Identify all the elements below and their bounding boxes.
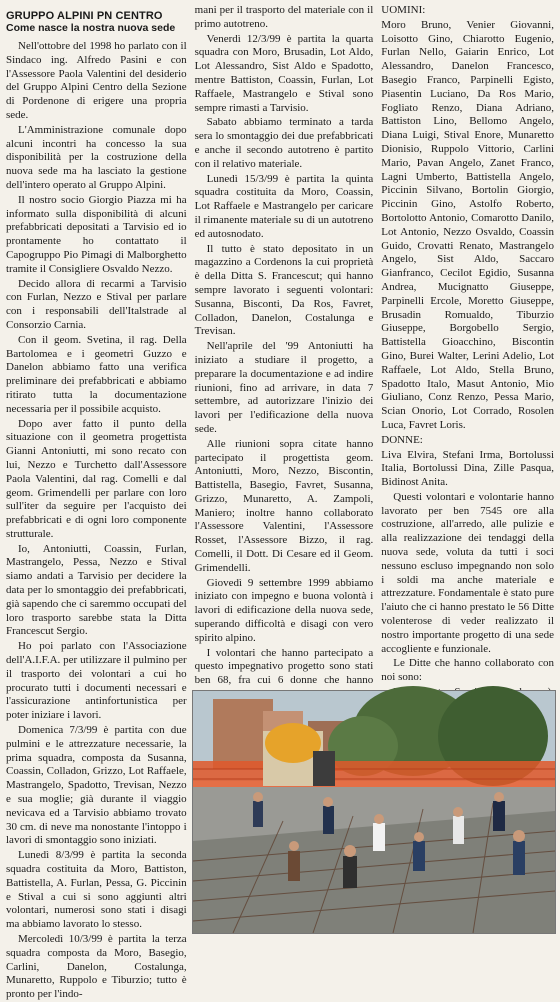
- subheadline: Come nasce la nostra nuova sede: [6, 22, 176, 34]
- women-list: Liva Elvira, Stefani Irma, Bortolussi Italia, Bortolussi Dina, Zille Pasqua, Bidinost Anita.: [381, 448, 554, 489]
- paragraph: Mercoledì 10/3/99 è partita la terza squadra composta da Moro, Basegio, Carlini, Danelon, Costalunga, Munaretto, Ruppolo e Tiburzio; tutto è pronto per l'indo-: [6, 933, 187, 1001]
- headline: GRUPPO ALPINI PN CENTRO: [6, 10, 163, 22]
- paragraph: Il tutto è stato depositato in un magazzino a Cordenons la cui proprietà è della Ditta S. Francescut; qui hanno sempre lavorato i seguenti volontari: Susanna, Bisconti, Da Ros, Favret, Colladon, Danelon, Costalunga e Trevisan.: [194, 242, 374, 338]
- paragraph: Venerdì 12/3/99 è partita la quarta squadra con Moro, Brusadin, Lot Aldo, Lot Alessandro, Sist Aldo e Spadotto, mentre Battiston, Coassin, Furlan, Lot Raffaele, Mastrangelo e Stival sono sempre rimasti a Tarvisio.: [194, 32, 374, 114]
- column-1: [6, 4, 187, 1001]
- paragraph: Le Ditte che hanno collaborato con noi sono:: [381, 657, 554, 684]
- paragraph: Ho poi parlato con l'Associazione dell'A.I.F.A. per utilizzare il pulmino per il trasporto dei volontari a cui ho procurato tutti i documenti necessari e l'assicurazione antinfortunistica per poter iniziare i lavori.: [6, 640, 187, 722]
- paragraph: Nell'aprile del '99 Antoniutti ha iniziato a studiare il progetto, a preparare la documentazione e ad indire riunioni, fino ad arrivare, in data 7 settembre, ad autorizzare l'inizio dei lavori per l'edificazione della nuova sede.: [194, 340, 374, 435]
- paragraph: Sabato abbiamo terminato a tarda sera lo smontaggio dei due prefabbricati e anche il secondo autotreno è partito con il relativo materiale.: [194, 116, 374, 170]
- men-list: Moro Bruno, Venier Giovanni, Loisotto Gino, Chiarotto Eugenio, Furlan Nello, Gaiarin Enrico, Lot Alessandro, Danelon Francesco, Basegio Franco, Parpinelli Egisto, Piasentin Luciano, Da Ros Mario, Fogliato Renzo, Diana Adriano, Battiston Lino, Bellomo Angelo, Diana Luigi, Stival Enore, Munaretto Dionisio, Ruppolo Vittorio, Carlini Mario, Pavan Angelo, Zanet Franco, Lagni Umberto, Battistella Angelo, Piccinin Silvano, Bortolin Giorgio, Piccinin Gino, Astolfo Roberto, Bortolotto Antonio, Comarotto Danilo, Lot Antonio, Nezzo Osvaldo, Coassin Guido, Crovatti Renato, Mastrangelo Angelo, Sist Aldo, Saccaro Gianfranco, Cecilot Egidio, Susanna Andrea, Mucignatto Giuseppe, Parpinelli Ercole, Moretto Giuseppe, Brusadin Romualdo, Tiburzio Giuseppe, Borgobello Sergio, Battistella Gioacchino, Biscontin Gino, Burei Walter, Lerini Adelio, Lot Raffaele, Lot Aldo, Stella Bruno, Spadotto Italo, Masut Antonio, Mio Giuliano, Conz Renzo, Pessa Mario, Scian Onorio, Lot Corrado, Rosolen Luca, Favret Loris.: [381, 18, 554, 431]
- paragraph: Io, Antoniutti, Coassin, Furlan, Mastrangelo, Pessa, Nezzo e Stival siamo andati a Tarvisio per decidere la data per lo smontaggio dei prefabbricati, già sapendo che ci saremmo occupati del loro trasporto sarebbe stata la Ditta Francescut Sergio.: [6, 542, 187, 638]
- paragraph: Questi volontari e volontarie hanno lavorato per ben 7545 ore alla costruzione, all'arredo, alle pulizie e alla realizzazione dei tendaggi della nuova sede, voluta da tutti i soci nessuno escluso impegnando non solo i soldi ma anche materiale e attrezzature. Fondamentale è stato pure l'aiuto che ci hanno prestato le 56 Ditte volenterose di veder realizzato il nostro importante progetto di una sede accogliente e funzionale.: [381, 490, 554, 655]
- paragraph: I volontari che hanno partecipato a questo impegnativo progetto sono stati ben 68, fra cui 6 donne che hanno: [194, 646, 374, 687]
- paragraph: Nell'ottobre del 1998 ho parlato con il Sindaco ing. Alfredo Pasini e con l'Assessore Paola Valentini del desiderio del Gruppo Alpini Centro della Sezione di Pordenone di erigere una propria sede.: [6, 40, 187, 121]
- paragraph: Lunedì 8/3/99 è partita la seconda squadra costituita da Moro, Battiston, Battistella, A. Furlan, Pessa, G. Piccinin e Stival a cui si sono aggiunti altri volontari, numerosi sono stati i disagi ma abbiamo lavorato lo stesso.: [6, 849, 187, 931]
- paragraph: Giovedì 9 settembre 1999 abbiamo iniziato con impegno e buona volontà i lavori di edificazione della nuova sede, superando difficoltà e disagi con vero spirito alpino.: [194, 576, 374, 644]
- paragraph: L'Amministrazione comunale dopo alcuni incontri ha concesso la sua disponibilità per la costruzione della nuova sede ma ha lasciato la gestione dell'intero operato al Gruppo Alpini.: [6, 123, 187, 191]
- photo-illustration: [193, 691, 555, 933]
- construction-site-photo: [192, 690, 556, 934]
- paragraph: mani per il trasporto del materiale con il primo autotreno.: [194, 4, 374, 30]
- women-label: DONNE:: [381, 433, 423, 446]
- paragraph: Domenica 7/3/99 è partita con due pulmini e le attrezzature necessarie, la prima squadra, composta da Susanna, Coassin, Colladon, Grizzo, Lot Raffaele, Mastrangelo, Spadotto, Trevisan, Nezzo e sua moglie; già durante il viaggio nevicava ed a Tarvisio abbiamo trovato 30 cm. di neve ma nonostante l'intoppo i lavori di smontaggio sono iniziati.: [6, 724, 187, 847]
- paragraph: Il nostro socio Giorgio Piazza mi ha informato sulla disponibilità di alcuni prefabbricati depositati a Tarvisio ed io prontamente ho contattato il Capogruppo Pio Pimagi di Malborghetto tramite il Consigliere Osvaldo Nezzo.: [6, 193, 187, 275]
- paragraph: Decido allora di recarmi a Tarvisio con Furlan, Nezzo e Stival per parlare con i responsabili dell'Italstrade al Consorzio Carnia.: [6, 277, 187, 331]
- men-label: UOMINI:: [381, 4, 426, 16]
- paragraph: Alle riunioni sopra citate hanno partecipato il progettista geom. Antoniutti, Moro, Nezzo, Biscontin, Battistella, Basegio, Favret, Susanna, Grizzo, Munaretto, A. Zampoli, Maniero; inoltre hanno collaborato l'Assessore Valentini, l'Assessore Rosset, l'Assessore Bizzo, il rag. Comelli, il Dott. Di Cesare ed il Geom. Grimendelli.: [194, 437, 374, 574]
- paragraph: Lunedì 15/3/99 è partita la quinta squadra costituita da Moro, Coassin, Lot Raffaele e Mastrangelo per caricare il rimanente materiale su di un autotreno ed autosnodato.: [194, 172, 374, 240]
- paragraph: Dopo aver fatto il punto della situazione con il geometra progettista Gianni Antoniutti, mi sono recato con lui, Nezzo e Turchetto dall'Assessore Paola Valentini, dal rag. Comelli e dal geom. Grimendelli per parlare con loro sull'iter da seguire per l'acquisto dei prefabbricati e di ogni loro componente strutturale.: [6, 417, 187, 540]
- paragraph: Con il geom. Svetina, il rag. Della Bartolomea e i geometri Guzzo e Danelon abbiamo fatto una verifica preliminare dei prefabbricati e abbiamo ritirato tutta la documentazione necessaria per il possibile acquisto.: [6, 333, 187, 415]
